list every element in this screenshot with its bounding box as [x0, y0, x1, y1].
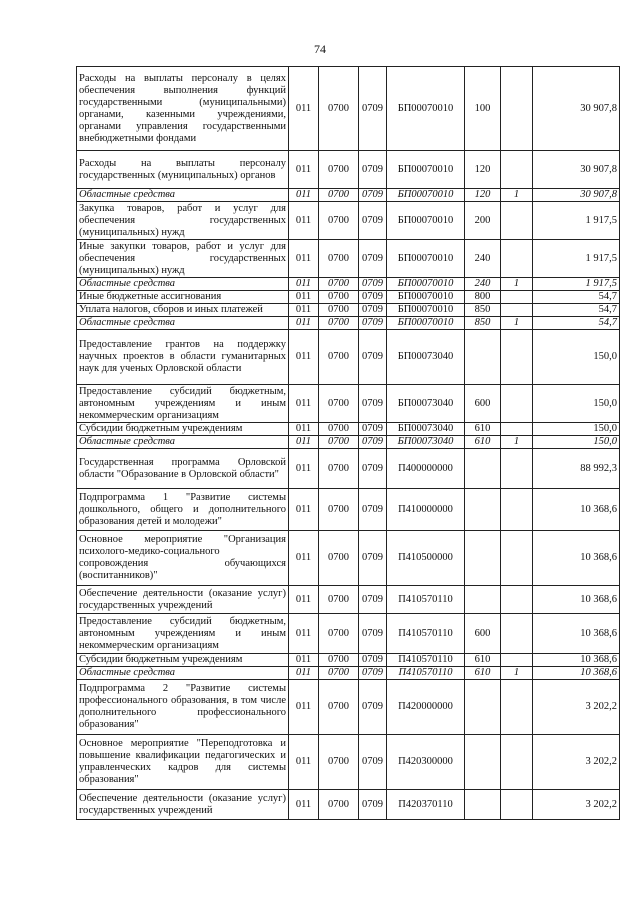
expense-type-cell: 850: [465, 317, 501, 330]
target-article-cell: БП00070010: [387, 304, 465, 317]
table-row: [77, 240, 620, 278]
funding-source-cell: [501, 202, 533, 240]
target-article-cell: БП00070010: [387, 291, 465, 304]
ministry-code-cell: 011: [289, 531, 319, 586]
funding-source-cell: [501, 586, 533, 614]
ministry-code-cell: 011: [289, 489, 319, 531]
amount-cell: 10 368,6: [533, 654, 620, 667]
amount-cell: 54,7: [533, 317, 620, 330]
section-code-cell: 0700: [319, 680, 359, 735]
ministry-code-cell: 011: [289, 385, 319, 423]
amount-cell: 3 202,2: [533, 680, 620, 735]
funding-source-cell: [501, 151, 533, 189]
subsection-code-cell: 0709: [359, 614, 387, 654]
funding-source-cell: [501, 67, 533, 151]
subsection-code-cell: 0709: [359, 680, 387, 735]
expense-type-cell: 600: [465, 385, 501, 423]
section-code-cell: 0700: [319, 317, 359, 330]
section-code-cell: 0700: [319, 304, 359, 317]
ministry-code-cell: 011: [289, 330, 319, 385]
expense-name-cell: Областные средства: [77, 667, 289, 680]
expense-type-cell: [465, 586, 501, 614]
section-code-cell: 0700: [319, 790, 359, 820]
expense-name-cell: Расходы на выплаты персоналу государственных (муниципальных) органов: [77, 151, 289, 189]
expense-name-cell: Субсидии бюджетным учреждениям: [77, 654, 289, 667]
subsection-code-cell: 0709: [359, 667, 387, 680]
subsection-code-cell: 0709: [359, 489, 387, 531]
subsection-code-cell: 0709: [359, 304, 387, 317]
amount-cell: 3 202,2: [533, 790, 620, 820]
expense-name-cell: Подпрограмма 1 "Развитие системы дошкольного, общего и дополнительного образования детей и молодежи": [77, 489, 289, 531]
table-row: [77, 67, 620, 151]
table-row: [77, 189, 620, 202]
subsection-code-cell: 0709: [359, 202, 387, 240]
funding-source-cell: [501, 614, 533, 654]
expense-name-cell: Иные закупки товаров, работ и услуг для обеспечения государственных (муниципальных) нужд: [77, 240, 289, 278]
table-row: [77, 330, 620, 385]
table-row: [77, 317, 620, 330]
amount-cell: 1 917,5: [533, 240, 620, 278]
section-code-cell: 0700: [319, 614, 359, 654]
target-article-cell: П410570110: [387, 614, 465, 654]
expense-type-cell: 600: [465, 614, 501, 654]
target-article-cell: БП00070010: [387, 189, 465, 202]
funding-source-cell: 1: [501, 667, 533, 680]
section-code-cell: 0700: [319, 449, 359, 489]
ministry-code-cell: 011: [289, 436, 319, 449]
table-row: [77, 423, 620, 436]
ministry-code-cell: 011: [289, 614, 319, 654]
section-code-cell: 0700: [319, 531, 359, 586]
target-article-cell: БП00070010: [387, 67, 465, 151]
funding-source-cell: 1: [501, 278, 533, 291]
ministry-code-cell: 011: [289, 317, 319, 330]
section-code-cell: 0700: [319, 385, 359, 423]
funding-source-cell: [501, 291, 533, 304]
subsection-code-cell: 0709: [359, 385, 387, 423]
expense-name-cell: Субсидии бюджетным учреждениям: [77, 423, 289, 436]
ministry-code-cell: 011: [289, 790, 319, 820]
expense-name-cell: Государственная программа Орловской области "Образование в Орловской области": [77, 449, 289, 489]
funding-source-cell: [501, 654, 533, 667]
budget-table: [76, 66, 620, 820]
section-code-cell: 0700: [319, 330, 359, 385]
section-code-cell: 0700: [319, 151, 359, 189]
section-code-cell: 0700: [319, 735, 359, 790]
target-article-cell: БП00070010: [387, 202, 465, 240]
target-article-cell: П420300000: [387, 735, 465, 790]
funding-source-cell: 1: [501, 436, 533, 449]
target-article-cell: БП00073040: [387, 330, 465, 385]
table-row: [77, 151, 620, 189]
table-row: [77, 449, 620, 489]
target-article-cell: БП00070010: [387, 151, 465, 189]
amount-cell: 10 368,6: [533, 586, 620, 614]
subsection-code-cell: 0709: [359, 531, 387, 586]
target-article-cell: БП00070010: [387, 317, 465, 330]
expense-type-cell: 610: [465, 423, 501, 436]
amount-cell: 10 368,6: [533, 531, 620, 586]
table-row: [77, 291, 620, 304]
target-article-cell: П410570110: [387, 654, 465, 667]
ministry-code-cell: 011: [289, 291, 319, 304]
subsection-code-cell: 0709: [359, 586, 387, 614]
expense-name-cell: Областные средства: [77, 189, 289, 202]
funding-source-cell: [501, 735, 533, 790]
table-row: [77, 489, 620, 531]
target-article-cell: БП00070010: [387, 240, 465, 278]
section-code-cell: 0700: [319, 278, 359, 291]
section-code-cell: 0700: [319, 189, 359, 202]
section-code-cell: 0700: [319, 654, 359, 667]
amount-cell: 10 368,6: [533, 614, 620, 654]
funding-source-cell: 1: [501, 189, 533, 202]
expense-type-cell: 200: [465, 202, 501, 240]
table-row: [77, 278, 620, 291]
table-row: [77, 790, 620, 820]
ministry-code-cell: 011: [289, 278, 319, 291]
table-row: [77, 304, 620, 317]
amount-cell: 30 907,8: [533, 189, 620, 202]
table-row: [77, 202, 620, 240]
ministry-code-cell: 011: [289, 67, 319, 151]
expense-type-cell: 120: [465, 151, 501, 189]
ministry-code-cell: 011: [289, 202, 319, 240]
expense-type-cell: [465, 735, 501, 790]
subsection-code-cell: 0709: [359, 330, 387, 385]
target-article-cell: П410570110: [387, 586, 465, 614]
expense-type-cell: 100: [465, 67, 501, 151]
expense-name-cell: Закупка товаров, работ и услуг для обеспечения государственных (муниципальных) нужд: [77, 202, 289, 240]
ministry-code-cell: 011: [289, 423, 319, 436]
funding-source-cell: [501, 240, 533, 278]
section-code-cell: 0700: [319, 202, 359, 240]
amount-cell: 1 917,5: [533, 202, 620, 240]
expense-type-cell: 850: [465, 304, 501, 317]
target-article-cell: БП00073040: [387, 436, 465, 449]
amount-cell: 54,7: [533, 304, 620, 317]
section-code-cell: 0700: [319, 240, 359, 278]
table-row: [77, 385, 620, 423]
expense-type-cell: 800: [465, 291, 501, 304]
target-article-cell: П420370110: [387, 790, 465, 820]
section-code-cell: 0700: [319, 489, 359, 531]
table-row: [77, 735, 620, 790]
ministry-code-cell: 011: [289, 151, 319, 189]
funding-source-cell: [501, 449, 533, 489]
section-code-cell: 0700: [319, 423, 359, 436]
section-code-cell: 0700: [319, 67, 359, 151]
table-row: [77, 614, 620, 654]
expense-name-cell: Обеспечение деятельности (оказание услуг) государственных учреждений: [77, 586, 289, 614]
ministry-code-cell: 011: [289, 586, 319, 614]
expense-name-cell: Предоставление субсидий бюджетным, автономным учреждениям и иным некоммерческим организациям: [77, 614, 289, 654]
expense-name-cell: Обеспечение деятельности (оказание услуг) государственных учреждений: [77, 790, 289, 820]
table-row: [77, 654, 620, 667]
ministry-code-cell: 011: [289, 240, 319, 278]
target-article-cell: БП00073040: [387, 385, 465, 423]
section-code-cell: 0700: [319, 291, 359, 304]
subsection-code-cell: 0709: [359, 189, 387, 202]
funding-source-cell: [501, 423, 533, 436]
subsection-code-cell: 0709: [359, 291, 387, 304]
expense-name-cell: Подпрограмма 2 "Развитие системы профессионального образования, в том числе дополнительного профессионального образования": [77, 680, 289, 735]
expense-name-cell: Основное мероприятие "Организация психолого-медико-социального сопровождения обучающихся (воспитанников)": [77, 531, 289, 586]
expense-name-cell: Основное мероприятие "Переподготовка и повышение квалификации педагогических и управленческих кадров для системы образования": [77, 735, 289, 790]
ministry-code-cell: 011: [289, 654, 319, 667]
target-article-cell: БП00073040: [387, 423, 465, 436]
subsection-code-cell: 0709: [359, 735, 387, 790]
expense-type-cell: [465, 449, 501, 489]
amount-cell: 10 368,6: [533, 667, 620, 680]
table-row: [77, 531, 620, 586]
subsection-code-cell: 0709: [359, 67, 387, 151]
amount-cell: 30 907,8: [533, 151, 620, 189]
expense-type-cell: [465, 680, 501, 735]
subsection-code-cell: 0709: [359, 654, 387, 667]
amount-cell: 54,7: [533, 291, 620, 304]
page-number: 74: [314, 42, 326, 56]
expense-name-cell: Предоставление субсидий бюджетным, автономным учреждениям и иным некоммерческим организациям: [77, 385, 289, 423]
amount-cell: 3 202,2: [533, 735, 620, 790]
target-article-cell: П410500000: [387, 531, 465, 586]
amount-cell: 1 917,5: [533, 278, 620, 291]
target-article-cell: П410570110: [387, 667, 465, 680]
ministry-code-cell: 011: [289, 449, 319, 489]
amount-cell: 150,0: [533, 423, 620, 436]
expense-type-cell: 610: [465, 667, 501, 680]
expense-type-cell: [465, 330, 501, 385]
expense-type-cell: 240: [465, 278, 501, 291]
funding-source-cell: [501, 489, 533, 531]
expense-name-cell: Расходы на выплаты персоналу в целях обеспечения выполнения функций государственными (муниципальными) органами, казенными учреждениями, органами управления государственными внебюджетными фондами: [77, 67, 289, 151]
amount-cell: 30 907,8: [533, 67, 620, 151]
table-row: [77, 586, 620, 614]
expense-type-cell: [465, 489, 501, 531]
target-article-cell: П400000000: [387, 449, 465, 489]
table-row: [77, 680, 620, 735]
target-article-cell: БП00070010: [387, 278, 465, 291]
ministry-code-cell: 011: [289, 667, 319, 680]
subsection-code-cell: 0709: [359, 790, 387, 820]
funding-source-cell: [501, 385, 533, 423]
funding-source-cell: [501, 680, 533, 735]
ministry-code-cell: 011: [289, 304, 319, 317]
ministry-code-cell: 011: [289, 680, 319, 735]
section-code-cell: 0700: [319, 667, 359, 680]
amount-cell: 10 368,6: [533, 489, 620, 531]
subsection-code-cell: 0709: [359, 317, 387, 330]
amount-cell: 150,0: [533, 330, 620, 385]
funding-source-cell: [501, 790, 533, 820]
subsection-code-cell: 0709: [359, 151, 387, 189]
subsection-code-cell: 0709: [359, 436, 387, 449]
target-article-cell: П420000000: [387, 680, 465, 735]
expense-type-cell: 240: [465, 240, 501, 278]
expense-name-cell: Иные бюджетные ассигнования: [77, 291, 289, 304]
expense-type-cell: [465, 531, 501, 586]
expense-name-cell: Предоставление грантов на поддержку научных проектов в области гуманитарных наук для ученых Орловской области: [77, 330, 289, 385]
expense-name-cell: Областные средства: [77, 436, 289, 449]
subsection-code-cell: 0709: [359, 278, 387, 291]
section-code-cell: 0700: [319, 436, 359, 449]
expense-type-cell: 610: [465, 436, 501, 449]
ministry-code-cell: 011: [289, 735, 319, 790]
expense-type-cell: 610: [465, 654, 501, 667]
table-row: [77, 667, 620, 680]
expense-name-cell: Областные средства: [77, 317, 289, 330]
subsection-code-cell: 0709: [359, 449, 387, 489]
budget-table-body: [77, 67, 620, 820]
expense-name-cell: Уплата налогов, сборов и иных платежей: [77, 304, 289, 317]
ministry-code-cell: 011: [289, 189, 319, 202]
expense-type-cell: [465, 790, 501, 820]
subsection-code-cell: 0709: [359, 240, 387, 278]
funding-source-cell: [501, 531, 533, 586]
amount-cell: 150,0: [533, 385, 620, 423]
expense-type-cell: 120: [465, 189, 501, 202]
amount-cell: 150,0: [533, 436, 620, 449]
expense-name-cell: Областные средства: [77, 278, 289, 291]
table-row: [77, 436, 620, 449]
subsection-code-cell: 0709: [359, 423, 387, 436]
funding-source-cell: 1: [501, 317, 533, 330]
funding-source-cell: [501, 304, 533, 317]
target-article-cell: П410000000: [387, 489, 465, 531]
amount-cell: 88 992,3: [533, 449, 620, 489]
funding-source-cell: [501, 330, 533, 385]
section-code-cell: 0700: [319, 586, 359, 614]
